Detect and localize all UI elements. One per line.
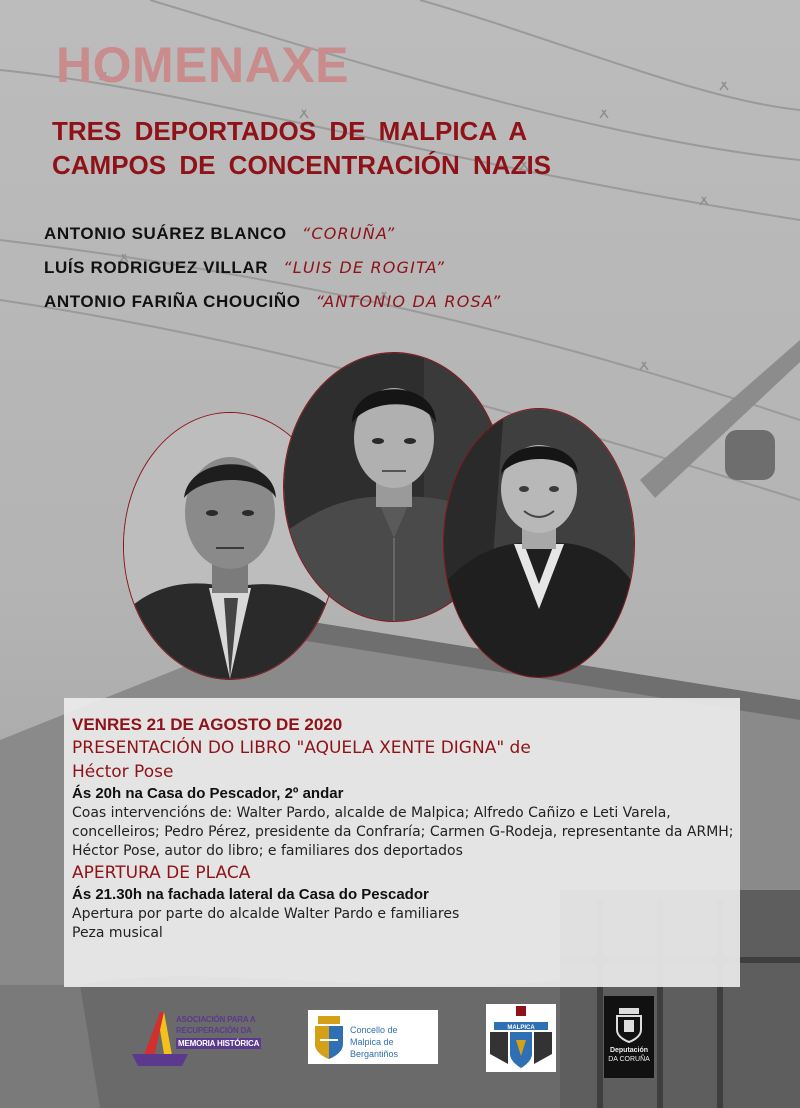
- poster-subtitle: [52, 114, 612, 182]
- concello-line-2: Malpica de Bergantiños: [350, 1037, 399, 1059]
- deportee-nickname: “LUIS DE ROGITA”: [283, 258, 446, 277]
- malpica-crest-label: MALPICA: [507, 1025, 535, 1031]
- deportee-name: LUÍS RODRIGUEZ VILLAR: [44, 258, 269, 277]
- armh-line-3: MEMORIA HISTÓRICA: [178, 1039, 260, 1048]
- plaque-text-1: Apertura por parte do alcalde Walter Pardo e familiares: [72, 906, 460, 922]
- book-presentation-line-2: Héctor Pose: [72, 762, 174, 782]
- concello-line-1: Concello de: [350, 1025, 398, 1035]
- deputacion-coruna-logo: [604, 996, 654, 1078]
- book-presentation-time: Ás 20h na Casa do Pescador, 2º andar: [72, 785, 344, 802]
- deputacion-line-1: Deputación: [609, 1047, 649, 1054]
- armh-logo: [130, 1008, 265, 1072]
- event-info-panel: [64, 698, 740, 987]
- plaque-title: APERTURA DE PLACA: [72, 863, 251, 883]
- subtitle-line-2: CAMPOS DE CONCENTRACIÓN NAZIS: [52, 150, 552, 180]
- deportee-nickname: “ANTONIO DA ROSA”: [315, 292, 502, 311]
- deportee-name: ANTONIO FARIÑA CHOUCIÑO: [44, 292, 301, 311]
- plaque-time: Ás 21.30h na fachada lateral da Casa do Pescador: [72, 886, 429, 903]
- deportee-item: [44, 285, 501, 319]
- book-presentation-title: [72, 736, 736, 784]
- poster-title: HOMENAXE: [56, 37, 349, 93]
- armh-line-1: ASOCIACIÓN PARA A: [176, 1015, 256, 1024]
- deportee-nickname: “CORUÑA”: [301, 224, 396, 243]
- malpica-crest-logo: [486, 1004, 556, 1072]
- deputacion-line-2: DA CORUÑA: [608, 1056, 650, 1063]
- deportees-list: [44, 217, 501, 319]
- interventions-text: Coas intervencións de: Walter Pardo, alcalde de Malpica; Alfredo Cañizo e Leti Varela, concelleiros; Pedro Pérez, presidente da Confraría; Carmen G-Rodeja, representante da ARMH; Héctor Pose, autor do libro; e familiares dos deportados: [72, 805, 734, 859]
- plaque-text-2: Peza musical: [72, 925, 163, 941]
- deportee-item: [44, 251, 501, 285]
- event-date: VENRES 21 DE AGOSTO DE 2020: [72, 715, 343, 734]
- subtitle-line-1: TRES DEPORTADOS DE MALPICA A: [52, 116, 528, 146]
- armh-line-2: RECUPERACIÓN DA: [176, 1026, 252, 1035]
- deportee-item: [44, 217, 501, 251]
- concello-malpica-logo: [308, 1010, 438, 1064]
- book-presentation-line-1: PRESENTACIÓN DO LIBRO "AQUELA XENTE DIGNA" de: [72, 738, 531, 758]
- portrait-photo-right: [443, 408, 635, 678]
- deportee-name: ANTONIO SUÁREZ BLANCO: [44, 224, 287, 243]
